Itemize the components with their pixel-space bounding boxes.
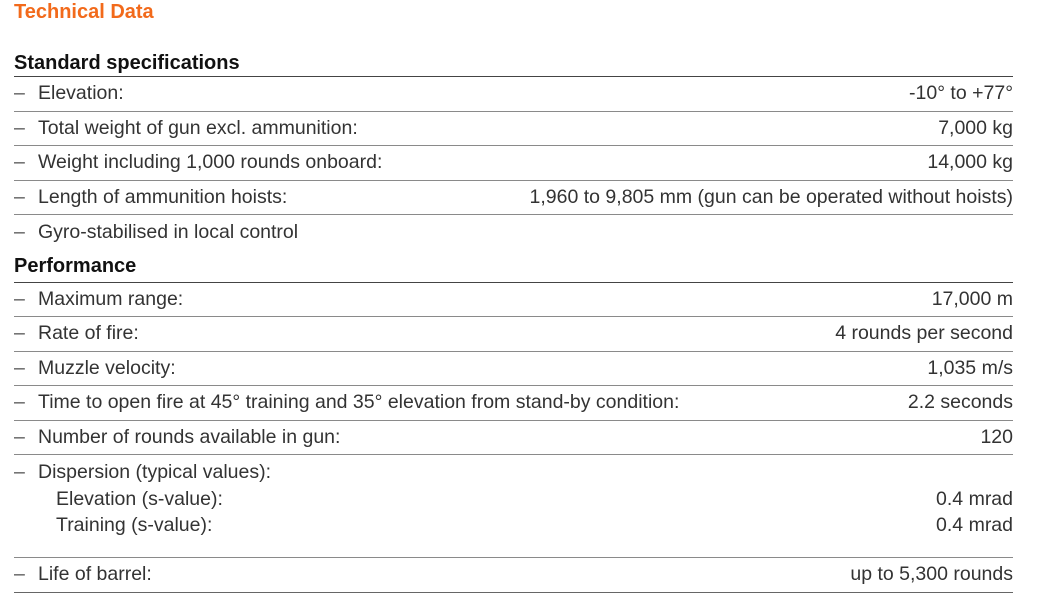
spec-row-gyro (14, 215, 1013, 250)
spec-label: Maximum range: (38, 287, 184, 310)
spec-row-time-to-fire (14, 386, 1013, 421)
spec-value: 1,960 to 9,805 mm (gun can be operated without hoists) (529, 185, 1013, 208)
dash: – (14, 322, 25, 345)
spec-row-muzzle-velocity (14, 352, 1013, 387)
spec-label: Total weight of gun excl. ammunition: (38, 116, 358, 139)
spec-label: Length of ammunition hoists: (38, 185, 288, 208)
dash: – (14, 82, 25, 105)
spec-row-max-range (14, 283, 1013, 318)
page-heading: Technical Data (14, 1, 154, 23)
spec-table (14, 50, 1013, 593)
spec-label: Life of barrel: (38, 563, 152, 586)
spec-label: Dispersion (typical values): (38, 461, 272, 483)
spec-label: Rate of fire: (38, 322, 139, 345)
dash: – (14, 356, 25, 379)
spec-row-rate-of-fire (14, 317, 1013, 352)
dash: – (14, 220, 25, 243)
spec-row-hoists (14, 181, 1013, 216)
spec-label: Time to open fire at 45° training and 35° elevation from stand-by condition: (38, 391, 680, 414)
spec-row-weight-onboard (14, 146, 1013, 181)
spec-value: 0.4 mrad (936, 488, 1013, 510)
spec-label: Weight including 1,000 rounds onboard: (38, 151, 383, 174)
dash: – (14, 563, 25, 586)
dash: – (14, 391, 25, 414)
spec-value: 1,035 m/s (927, 356, 1013, 379)
spec-sublabel: Training (s-value): (56, 514, 213, 536)
dash: – (14, 151, 25, 174)
spec-label: Number of rounds available in gun: (38, 425, 341, 448)
dash: – (14, 287, 25, 310)
dash: – (14, 185, 25, 208)
spec-value: 0.4 mrad (936, 514, 1013, 536)
spec-row-elevation (14, 77, 1013, 112)
section-title-standard: Standard specifications (14, 50, 1013, 77)
spec-label: Muzzle velocity: (38, 356, 176, 379)
spec-row-dispersion (14, 455, 1013, 558)
spec-value: up to 5,300 rounds (850, 563, 1013, 586)
spec-value: -10° to +77° (909, 82, 1013, 105)
spec-value: 14,000 kg (927, 151, 1013, 174)
spec-sublabel: Elevation (s-value): (56, 488, 223, 510)
dash: – (14, 116, 25, 139)
spec-value: 2.2 seconds (907, 391, 1013, 414)
dash: – (14, 425, 25, 448)
dash: – (14, 461, 25, 483)
spec-label: Gyro-stabilised in local control (38, 220, 299, 243)
spec-value: 17,000 m (931, 287, 1013, 310)
spec-label: Elevation: (38, 82, 124, 105)
spec-row-total-weight (14, 112, 1013, 147)
spec-value: 7,000 kg (938, 116, 1013, 139)
spec-row-rounds-available (14, 421, 1013, 456)
section-title-performance: Performance (14, 250, 1013, 283)
spec-row-barrel-life (14, 558, 1013, 593)
spec-value: 120 (980, 425, 1013, 448)
spec-value: 4 rounds per second (835, 322, 1013, 345)
